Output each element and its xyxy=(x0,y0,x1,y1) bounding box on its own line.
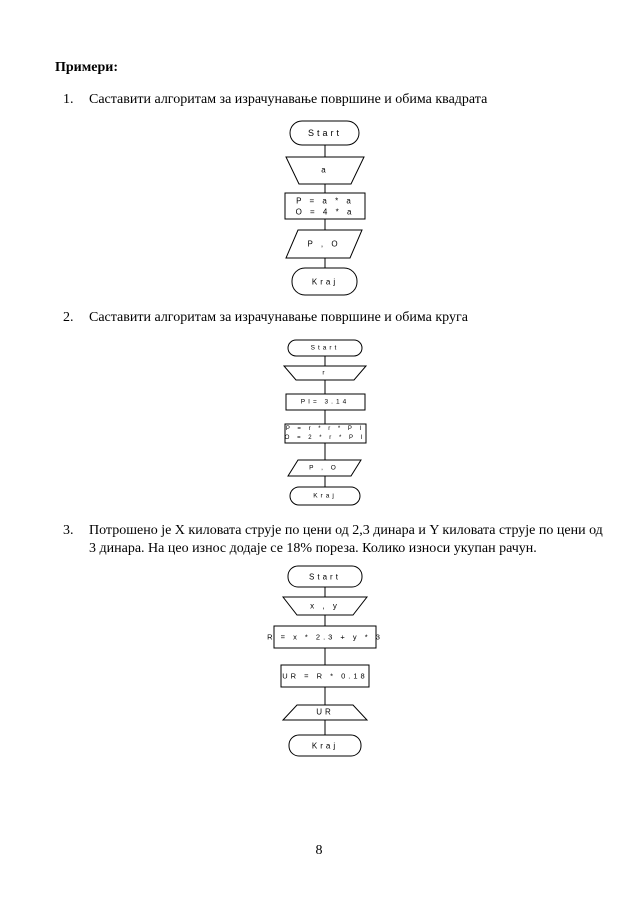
examples-heading: Примери: xyxy=(55,60,119,75)
example-1-number: 1. xyxy=(63,92,74,107)
example-3-text: Потрошено је X киловата струје по цени од 2,3 динара и Y киловата струје по цени од 3 динара. На цео износ додаје се 18% пореза. Колико износи укупан рачун. xyxy=(89,523,603,556)
flowchart-1-output-label: P , O xyxy=(307,239,341,249)
flowchart-1-input-label: a xyxy=(321,165,329,175)
flowchart-1-process-line1: P = a * a xyxy=(296,196,354,206)
flowchart-2-start-label: Start xyxy=(310,344,340,352)
flowchart-1-end-label: Kraj xyxy=(311,277,339,287)
flowchart-2-process-1-label: PI= 3.14 xyxy=(300,398,350,406)
example-3-number: 3. xyxy=(63,523,74,538)
example-2-number: 2. xyxy=(63,310,74,325)
flowchart-2 xyxy=(284,340,366,505)
flowchart-3-start-label: Start xyxy=(309,572,341,582)
flowchart-3-output-label: UR xyxy=(316,707,334,717)
flowchart-2-input-label: r xyxy=(322,369,328,377)
flowchart-1 xyxy=(285,121,365,295)
flowchart-3-end-label: Kraj xyxy=(311,741,339,751)
flowchart-3-input-label: x , y xyxy=(310,601,340,611)
example-2-text: Саставити алгоритам за израчунавање површине и обима круга xyxy=(89,310,468,325)
flowchart-2-process-2-line1: P = r * r * P I xyxy=(285,426,365,432)
flowchart-1-start-label: Start xyxy=(307,128,343,138)
flowchart-2-end-label: Kraj xyxy=(313,492,337,500)
flowchart-3 xyxy=(267,566,383,756)
example-1-text: Саставити алгоритам за израчунавање површине и обима квадрата xyxy=(89,92,488,107)
flowchart-3-process-1-label: R = x * 2.3 + y * 3 xyxy=(267,632,383,642)
flowchart-2-output-label: P , O xyxy=(309,464,339,472)
page-number: 8 xyxy=(315,843,323,858)
flowchart-2-process-2-line2: O = 2 * r * P I xyxy=(284,435,366,441)
flowchart-3-process-2-label: UR = R * 0.18 xyxy=(282,671,368,681)
flowchart-1-process-line2: O = 4 * a xyxy=(295,207,355,217)
